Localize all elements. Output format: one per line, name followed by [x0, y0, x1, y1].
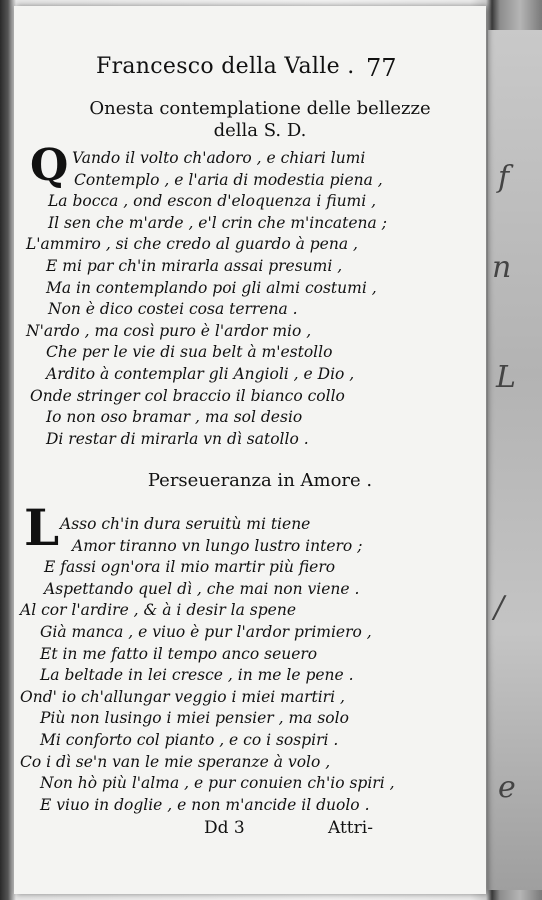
poem1-title-line2: della S. D. — [213, 120, 307, 141]
signature-mark: Dd 3 — [204, 818, 245, 838]
poem2-line: Già manca , e viuo è pur l'ardor primiero , — [40, 623, 372, 641]
poem1-line: Non è dico costei cosa terrena . — [48, 300, 298, 319]
poem1-line: E mi par ch'in mirarla assai presumi , — [46, 257, 343, 275]
adjacent-page-edge — [488, 30, 542, 890]
poem2-line: Mi conforto col pianto , e co i sospiri . — [40, 731, 339, 749]
poem2-line: E viuo in doglie , e non m'ancide il duolo . — [40, 795, 370, 814]
poem1-line: Ma in contemplando poi gli almi costumi , — [46, 278, 377, 297]
poem1-line: Che per le vie di sua belt à m'estollo — [46, 343, 333, 362]
poem2-line: Asso ch'in dura seruitù mi tiene — [60, 515, 311, 533]
handwriting-mark: f — [498, 160, 510, 195]
poem1-line: Il sen che m'arde , e'l crin che m'incatena ; — [48, 213, 387, 232]
handwriting-mark: L — [496, 360, 516, 395]
poem2-line: La beltade in lei cresce , in me le pene . — [40, 666, 354, 685]
poem2-line: Et in me fatto il tempo anco seuero — [40, 644, 318, 663]
page-number: 77 — [366, 54, 397, 82]
poem2-line: Co i dì se'n van le mie speranze à volo , — [20, 752, 331, 771]
poem2-line: Non hò più l'alma , e pur conuien ch'io spiri , — [40, 774, 395, 793]
poem1-drop-cap: Q — [30, 140, 69, 191]
poem2-line: Più non lusingo i miei pensier , ma solo — [40, 709, 349, 728]
page-header — [96, 54, 476, 88]
running-head: Francesco della Valle . — [96, 54, 355, 79]
poem1-line: La bocca , ond escon d'eloquenza i fiumi , — [48, 192, 377, 211]
handwriting-mark: e — [498, 770, 516, 805]
handwriting-mark: / — [494, 590, 505, 625]
poem1-line: Ardito à contemplar gli Angioli , e Dio , — [46, 365, 355, 383]
poem2-line: Aspettando quel dì , che mai non viene . — [44, 579, 360, 598]
poem1-line: Di restar di mirarla vn dì satollo . — [46, 429, 309, 448]
poem2-line: Al cor l'ardire , & à i desir la spene — [20, 601, 296, 620]
poem2-title: Perseueranza in Amore . — [147, 470, 373, 491]
poem2-line: Ond' io ch'allungar veggio i miei martiri , — [20, 687, 345, 706]
poem2-line: Amor tiranno vn lungo lustro intero ; — [72, 536, 363, 555]
poem1-line: N'ardo , ma così puro è l'ardor mio , — [26, 321, 312, 340]
poem1-line: Onde stringer col braccio il bianco collo — [30, 386, 345, 405]
poem1-title-line1: Onesta contemplatione delle bellezze — [89, 98, 431, 119]
handwriting-mark: n — [492, 250, 512, 285]
poem2-line: E fassi ogn'ora il mio martir più fiero — [44, 558, 336, 577]
poem1-line: Contemplo , e l'aria di modestia piena , — [74, 170, 383, 189]
poem1-line: L'ammiro , si che credo al guardo à pena , — [26, 235, 358, 254]
catchword: Attri- — [328, 818, 373, 838]
poem1-line: Io non oso bramar , ma sol desio — [46, 408, 303, 427]
poem1-title — [40, 98, 480, 142]
page-footer — [204, 818, 434, 844]
poem1-line: Vando il volto ch'adoro , e chiari lumi — [72, 149, 366, 167]
poem2-drop-cap: L — [24, 498, 60, 557]
